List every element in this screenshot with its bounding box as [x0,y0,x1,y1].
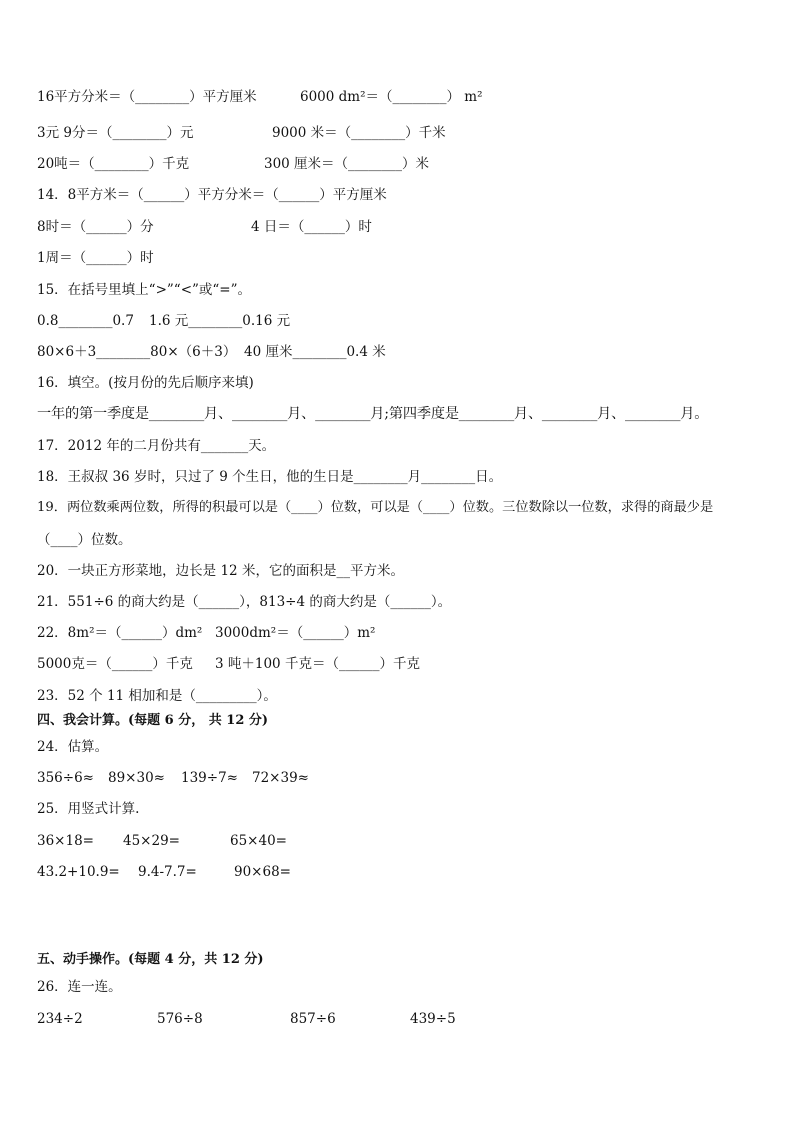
expression: 90×68= [234,864,291,880]
line-week: 1周＝（______）时 [37,250,154,266]
question-24: 24．估算。 [37,739,109,755]
expression: 43.2+10.9= [37,864,120,880]
expression: 234÷2 [37,1011,83,1027]
expression: 356÷6≈ [37,770,94,786]
expression: 36×18= [37,833,94,849]
expression: 65×40= [230,833,287,849]
question-15: 15．在括号里填上“>”“<”或“=”。 [37,282,252,298]
question-26: 26．连一连。 [37,979,122,995]
problem-text: 3000dm²＝（______）m² [215,625,376,641]
section-five-heading: 五、动手操作。(每题 4 分，共 12 分) [37,952,264,967]
expression: 576÷8 [157,1011,203,1027]
problem-text: 9000 米＝（________）千米 [272,125,446,141]
question-18: 18．王叔叔 36 岁时，只过了 9 个生日，他的生日是________月________日。 [37,469,503,485]
problem-text: 40 厘米________0.4 米 [244,344,386,360]
question-14: 14．8平方米＝（______）平方分米＝（______）平方厘米 [37,187,387,203]
question-16: 16．填空。(按月份的先后顺序来填) [37,375,254,391]
question-20: 20．一块正方形菜地，边长是 12 米，它的面积是__平方米。 [37,563,404,579]
problem-text: 16平方分米＝（________）平方厘米 [37,89,257,105]
expression: 439÷5 [410,1011,456,1027]
expression: 139÷7≈ [181,770,238,786]
problem-text: 80×6＋3________80×（6＋3） [37,344,237,360]
question-19-cont: （____）位数。 [37,532,132,548]
question-21: 21．551÷6 的商大约是（______），813÷4 的商大约是（______）。 [37,594,452,610]
problem-text: 300 厘米＝（________）米 [264,156,430,172]
question-19: 19．两位数乘两位数，所得的积最可以是（____）位数，可以是（____）位数。三位数除以一位数，求得的商最少是 [37,500,714,515]
problem-text: 22．8m²＝（______）dm² [37,625,203,641]
expression: 45×29= [123,833,180,849]
section-four-heading: 四、我会计算。(每题 6 分， 共 12 分) [37,713,269,728]
problem-text: 3元 9分＝（________）元 [37,125,194,141]
line-seasons: 一年的第一季度是________月、________月、________月;第四季度是________月、________月、________月。 [37,406,709,422]
expression: 857÷6 [290,1011,336,1027]
question-25: 25．用竖式计算. [37,801,140,817]
expression: 89×30≈ [108,770,165,786]
question-23: 23．52 个 11 相加和是（_________）。 [37,688,277,704]
question-17: 17．2012 年的二月份共有_______天。 [37,438,276,454]
problem-text: 3 吨＋100 千克＝（______）千克 [215,656,420,672]
problem-text: 0.8________0.7 [37,313,134,329]
problem-text: 4 日＝（______）时 [251,219,372,235]
problem-text: 1.6 元________0.16 元 [149,313,291,329]
expression: 72×39≈ [252,770,309,786]
problem-text: 20吨＝（________）千克 [37,156,190,172]
problem-text: 5000克＝（______）千克 [37,656,193,672]
problem-text: 8时＝（______）分 [37,219,154,235]
problem-text: 6000 dm²＝（________） m² [300,89,483,105]
expression: 9.4-7.7= [138,864,197,880]
